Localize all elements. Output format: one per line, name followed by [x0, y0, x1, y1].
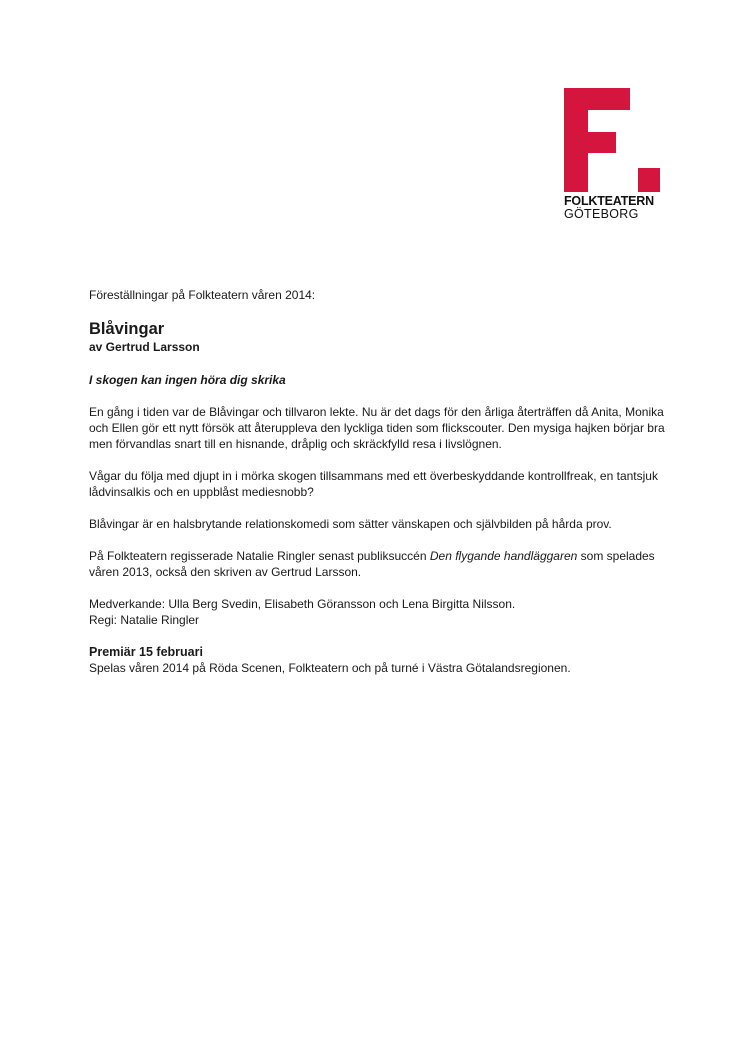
play-title: Blåvingar: [89, 320, 165, 338]
play-tagline: I skogen kan ingen höra dig skrika: [89, 373, 286, 387]
director-text-before: På Folkteatern regisserade Natalie Ringler senast publiksuccén: [89, 549, 430, 563]
play-byline: av Gertrud Larsson: [89, 340, 200, 354]
director-line: Regi: Natalie Ringler: [89, 613, 200, 627]
logo-f-top-bar: [564, 88, 630, 110]
intro-line: Föreställningar på Folkteatern våren 2014:: [89, 288, 316, 302]
folkteatern-logo: [564, 88, 664, 224]
logo-city: GÖTEBORG: [564, 207, 639, 221]
premiere-details: Spelas våren 2014 på Röda Scenen, Folkteatern och på turné i Västra Götalandsregionen.: [89, 661, 571, 675]
premiere-heading: Premiär 15 februari: [89, 645, 203, 659]
director-paragraph: [89, 548, 669, 580]
synopsis-paragraph-3: Blåvingar är en halsbrytande relationskomedi som sätter vänskapen och självbilden på hårda prov.: [89, 517, 612, 531]
logo-f-mark-icon: [564, 88, 660, 192]
press-release-body: [89, 287, 669, 676]
synopsis-paragraph-2: Vågar du följa med djupt in i mörka skogen tillsammans med ett överbeskyddande kontrollfreak, en tantsjuk lådvinsalkis och en uppblåst mediesnobb?: [89, 469, 658, 499]
synopsis-paragraph-1: En gång i tiden var de Blåvingar och tillvaron lekte. Nu är det dags för den årliga återträffen då Anita, Monika och Ellen gör ett nytt försök att återuppleva den lyckliga tiden som flickscouter. Den mysiga hajken börjar bra men förvandlas snart till en hisnande, dråplig och skräckfylld resa i livslögnen.: [89, 405, 665, 451]
previous-play-title: Den flygande handläggaren: [429, 549, 578, 563]
director-text-after: som spelades våren 2013, också den skriven av Gertrud Larsson.: [89, 549, 655, 579]
logo-dot: [638, 168, 660, 192]
logo-f-mid-bar: [564, 132, 616, 153]
cast-line: Medverkande: Ulla Berg Svedin, Elisabeth Göransson och Lena Birgitta Nilsson.: [89, 597, 516, 611]
logo-name: FOLKTEATERN: [564, 194, 654, 208]
